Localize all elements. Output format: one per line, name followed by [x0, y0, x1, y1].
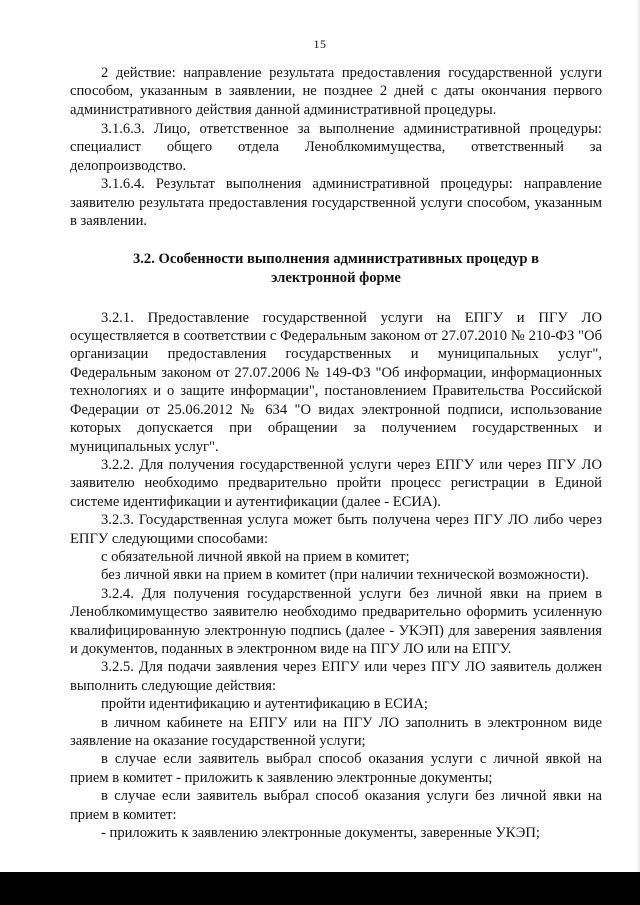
section-heading [90, 250, 582, 288]
list-item-no-visit-case: в случае если заявитель выбрал способ оказания услуги без личной явки на прием в комитет: [70, 788, 602, 823]
list-item-without-visit: без личной явки на прием в комитет (при наличии технической возможности). [101, 567, 589, 584]
paragraph-3-2-2: 3.2.2. Для получения государственной услуги через ЕПГУ или через ПГУ ЛО заявителю необходимо предварительно пройти процесс регистрации в Единой системе идентификации и аутентификации (далее - ЕСИА). [70, 456, 602, 510]
section-heading-line-1: 3.2. Особенности выполнения административных процедур в [132, 250, 540, 267]
paragraph-3-2-3: 3.2.3. Государственная услуга может быть получена через ПГУ ЛО либо через ЕПГУ следующими способами: [70, 512, 602, 547]
paragraph-3-2-1: 3.2.1. Предоставление государственной услуги на ЕПГУ и ПГУ ЛО осуществляется в соответствии с Федеральным законом от 27.07.2010 № 210-ФЗ "Об организации предоставления государственных и муниципальных услуг", Федеральным законом от 27.07.2006 № 149-ФЗ "Об информации, информационных технологиях и о защите информации", постановлением Правительства Российской Федерации от 25.06.2012 № 634 "О видах электронной подписи, использование которых допускается при обращении за получением государственных и муниципальных услуг". [70, 309, 602, 455]
scan-right-edge [636, 0, 640, 905]
paragraph-3-1-6-3: 3.1.6.3. Лицо, ответственное за выполнение административной процедуры: специалист общего отдела Леноблкомимущества, ответственный за делопроизводство. [70, 120, 602, 174]
list-item-fill-form: в личном кабинете на ЕПГУ или на ПГУ ЛО заполнить в электронном виде заявление на оказание государственной услуги; [70, 714, 602, 749]
paragraph-3-2-4: 3.2.4. Для получения государственной услуги без личной явки на прием в Леноблкомимущество заявителю необходимо предварительно оформить усиленную квалифицированную электронную подпись (далее - УКЭП) для заверения заявления и документов, поданных в электронном виде на ПГУ ЛО или на ЕПГУ. [70, 585, 602, 657]
section-heading-line-2: электронной форме [271, 269, 401, 286]
paragraph-2-action: 2 действие: направление результата предоставления государственной услуги способом, указанным в заявлении, не позднее 2 дней с даты окончания первого административного действия данной административной процедуры. [70, 65, 602, 118]
paragraph-3-2-5: 3.2.5. Для подачи заявления через ЕПГУ или через ПГУ ЛО заявитель должен выполнить следующие действия: [70, 659, 602, 694]
page-number: 15 [313, 37, 327, 51]
list-item-esia: пройти идентификацию и аутентификацию в ЕСИА; [101, 696, 428, 713]
document-body [70, 64, 602, 842]
list-item-attach-docs: в случае если заявитель выбрал способ оказания услуги с личной явкой на прием в комитет - приложить к заявлению электронные документы; [70, 751, 602, 786]
paragraph-3-1-6-4: 3.1.6.4. Результат выполнения административной процедуры: направление заявителю результата предоставления государственной услуги способом, указанным в заявлении. [70, 176, 602, 230]
list-item-with-visit: с обязательной личной явкой на прием в комитет; [101, 548, 410, 565]
scan-bottom-edge [0, 872, 640, 905]
list-item-attach-ukep: - приложить к заявлению электронные документы, заверенные УКЭП; [101, 825, 540, 842]
